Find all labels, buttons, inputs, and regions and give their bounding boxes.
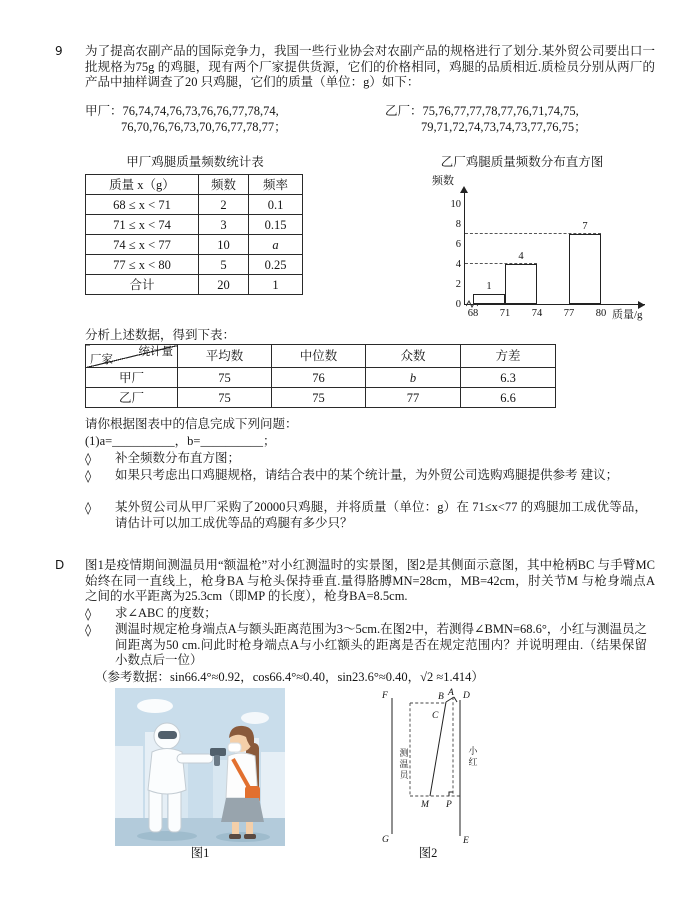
- histogram-title: 乙厂鸡腿质量频数分布直方图: [440, 155, 604, 169]
- histogram-bar-label: 4: [518, 251, 524, 262]
- face-mask: [228, 743, 241, 752]
- histogram: [388, 172, 656, 328]
- stats-yi-label: 乙厂: [86, 388, 178, 408]
- stats-row-jia: [86, 368, 556, 388]
- stats-yi-median: 75: [272, 388, 366, 408]
- histogram-xlabel: 质量/g: [612, 309, 643, 321]
- stats-jia-label: 甲厂: [86, 368, 178, 388]
- cell-rate-4: 0.25: [249, 255, 303, 275]
- cell-freq-2: 3: [199, 215, 249, 235]
- factory-yi-line2: 79,71,72,74,73,74,73,77,76,75；: [421, 119, 587, 134]
- point-label-G: G: [382, 835, 389, 844]
- question-2: [85, 451, 647, 467]
- question-3-text: 如果只考虑出口鸡腿规格，请结合表中的某个统计量，为外贸公司选购鸡腿提供参考 建议；: [115, 468, 619, 482]
- x-axis-tick-label: 74: [531, 308, 543, 319]
- table-row: [86, 275, 303, 295]
- factory-jia-label: 甲厂：: [85, 104, 123, 118]
- y-axis-tick-label: 4: [455, 259, 461, 270]
- point-label-P: P: [446, 800, 452, 810]
- stats-yi-variance: 6.6: [461, 388, 556, 408]
- stats-yi-mode: 77: [366, 388, 461, 408]
- figure1-illustration: [115, 688, 285, 846]
- stats-jia-median: 76: [272, 368, 366, 388]
- cell-total-label: 合计: [86, 275, 199, 295]
- question-4: [85, 500, 647, 531]
- cell-rate-2: 0.15: [249, 215, 303, 235]
- diagonal-label-factory: 厂家: [90, 354, 113, 366]
- cell-freq-4: 5: [199, 255, 249, 275]
- cell-range-4: 77 ≤ x < 80: [86, 255, 199, 275]
- stats-row-yi: [86, 388, 556, 408]
- reference-data: （参考数据：sin66.4°≈0.92，cos66.4°≈0.40，sin23.6°≈0.40，√2 ≈1.414）: [95, 670, 484, 684]
- diagonal-header-cell: [86, 345, 178, 368]
- stats-header-mode: 众数: [366, 345, 461, 368]
- table-row: [86, 195, 303, 215]
- col-header-mass: 质量 x（g）: [86, 175, 199, 195]
- cell-freq-1: 2: [199, 195, 249, 215]
- question-1-blanks: (1)a=__________，b=__________；: [85, 434, 276, 448]
- freq-table-title: 甲厂鸡腿质量频数统计表: [126, 155, 264, 169]
- diamond-bullet-icon: ◊: [85, 606, 92, 621]
- y-axis-tick-label: 8: [455, 219, 461, 230]
- col-header-rate: 频率: [249, 175, 303, 195]
- point-label-F: F: [382, 691, 388, 701]
- stats-table: [85, 344, 556, 408]
- point-label-A: A: [448, 688, 454, 698]
- problem-2: [55, 558, 655, 605]
- x-axis-tick-label: 77: [563, 308, 575, 319]
- problem-1-text: 为了提高农副产品的国际竞争力，我国一些行业协会对农副产品的规格进行了划分.某外贸公司要出口一批规格为75g 的鸡腿，现有两个厂家提供货源，它们的价格相同，鸡腿的品质相近.质检员分别从两厂的产品中抽样调查了20 只鸡腿，它们的质量（单位：g）如下：: [85, 44, 655, 89]
- table-row: [86, 215, 303, 235]
- factory-jia-data: [85, 104, 385, 135]
- stats-header-row: [86, 345, 556, 368]
- cloud: [137, 699, 173, 713]
- histogram-ylabel: 频数: [432, 175, 454, 187]
- stats-jia-mean: 75: [178, 368, 272, 388]
- analysis-text: 分析上述数据，得到下表：: [85, 328, 236, 342]
- col-header-freq: 频数: [199, 175, 249, 195]
- histogram-bar: [473, 294, 505, 304]
- problem-2-question-2: [85, 622, 647, 669]
- cell-range-3: 74 ≤ x < 77: [86, 235, 199, 255]
- figure1-caption: 图1: [190, 846, 210, 860]
- stats-header-variance: 方差: [461, 345, 556, 368]
- problem-1-number: 9: [55, 44, 63, 58]
- factory-jia-line2: 76,70,76,76,73,70,76,77,78,77；: [121, 119, 287, 134]
- problem-2-number: D: [55, 558, 65, 572]
- y-axis-tick-label: 10: [450, 199, 461, 210]
- cell-range-2: 71 ≤ x < 74: [86, 215, 199, 235]
- question-3: [85, 468, 647, 484]
- skirt: [221, 798, 264, 822]
- cell-total-rate: 1: [249, 275, 303, 295]
- figure2-caption: 图2: [418, 846, 438, 860]
- stats-jia-mode-variable-b: b: [366, 368, 461, 388]
- cell-rate-3-variable-a: a: [249, 235, 303, 255]
- diamond-bullet-icon: ◊: [85, 622, 92, 637]
- stats-jia-variance: 6.3: [461, 368, 556, 388]
- diamond-bullet-icon: ◊: [85, 500, 92, 515]
- cell-freq-3: 10: [199, 235, 249, 255]
- diamond-bullet-icon: ◊: [85, 468, 92, 483]
- stats-header-mean: 平均数: [178, 345, 272, 368]
- question-2-text: 补全频数分布直方图；: [115, 451, 241, 465]
- point-label-C: C: [432, 711, 439, 721]
- problem-1: [55, 44, 655, 91]
- factory-jia-line1: 76,74,74,76,73,76,76,77,78,74,: [122, 104, 279, 118]
- question-4-text: 某外贸公司从甲厂采购了20000只鸡腿，并将质量（单位：g）在 71≤x<77 的鸡腿加工成优等品，请估计可以加工成优等品的鸡腿有多少只？: [115, 500, 647, 530]
- histogram-bar: [569, 234, 601, 304]
- problem-2-question-1: [85, 606, 647, 622]
- x-axis-tick-label: 71: [499, 308, 511, 319]
- label-xiaohong: 小红: [467, 746, 478, 768]
- histogram-bar: [505, 264, 537, 304]
- histogram-bar-label: 7: [582, 221, 588, 232]
- diamond-bullet-icon: ◊: [85, 451, 92, 466]
- figure2: [380, 686, 476, 844]
- frequency-table: [85, 174, 303, 295]
- table-row: [86, 255, 303, 275]
- diagonal-label-statistic: 统计量: [138, 346, 173, 358]
- x-axis-tick-label: 80: [595, 308, 607, 319]
- problem-2-text: 图1是疫情期间测温员用“额温枪”对小红测温时的实景图，图2是其侧面示意图，其中枪柄BC 与手臂MC 始终在同一直线上，枪身BA 与枪头保持垂直.量得胳膊MN=28cm，MB=42cm，肘关节M 与枪身端点A 之间的水平距离为25.3cm（即MP 的长度），枪身BA=8.5cm.: [85, 558, 655, 603]
- problem-2-question-2-text: 测温时规定枪身端点A与额头距离范围为3～5cm.在图2中，若测得∠BMN=68.6°，小红与测温员之间距离为50 cm.问此时枪身端点A与小红额头的距离是否在规定范围内？并说明理由.（结果保留小数点后一位）: [115, 622, 647, 667]
- sample-data: [85, 104, 657, 135]
- label-inspector: 测温员: [398, 748, 409, 781]
- right-angle-mark: [449, 792, 453, 796]
- dashed-guide-line: [465, 233, 601, 234]
- factory-yi-label: 乙厂：: [385, 104, 423, 118]
- y-axis-tick-label: 6: [455, 239, 461, 250]
- dashed-guide-line: [465, 263, 537, 264]
- histogram-bar-label: 1: [486, 281, 492, 292]
- questions-intro: 请你根据图表中的信息完成下列问题：: [85, 417, 298, 431]
- origin-label: 0: [455, 299, 461, 310]
- figure1: [115, 688, 285, 846]
- goggles: [158, 731, 177, 739]
- point-label-D: D: [463, 691, 470, 701]
- point-label-M: M: [421, 800, 429, 810]
- stats-header-median: 中位数: [272, 345, 366, 368]
- cell-range-1: 68 ≤ x < 71: [86, 195, 199, 215]
- point-label-E: E: [463, 836, 469, 844]
- stats-yi-mean: 75: [178, 388, 272, 408]
- y-axis-tick-label: 2: [455, 279, 461, 290]
- factory-yi-data: [385, 104, 653, 135]
- problem-2-question-1-text: 求∠ABC 的度数；: [115, 606, 217, 620]
- x-axis-tick-label: 68: [467, 308, 479, 319]
- table-header-row: [86, 175, 303, 195]
- point-label-B: B: [438, 692, 444, 702]
- table-row: [86, 235, 303, 255]
- cell-total-freq: 20: [199, 275, 249, 295]
- cell-rate-1: 0.1: [249, 195, 303, 215]
- factory-yi-line1: 75,76,77,77,78,77,76,71,74,75,: [422, 104, 579, 118]
